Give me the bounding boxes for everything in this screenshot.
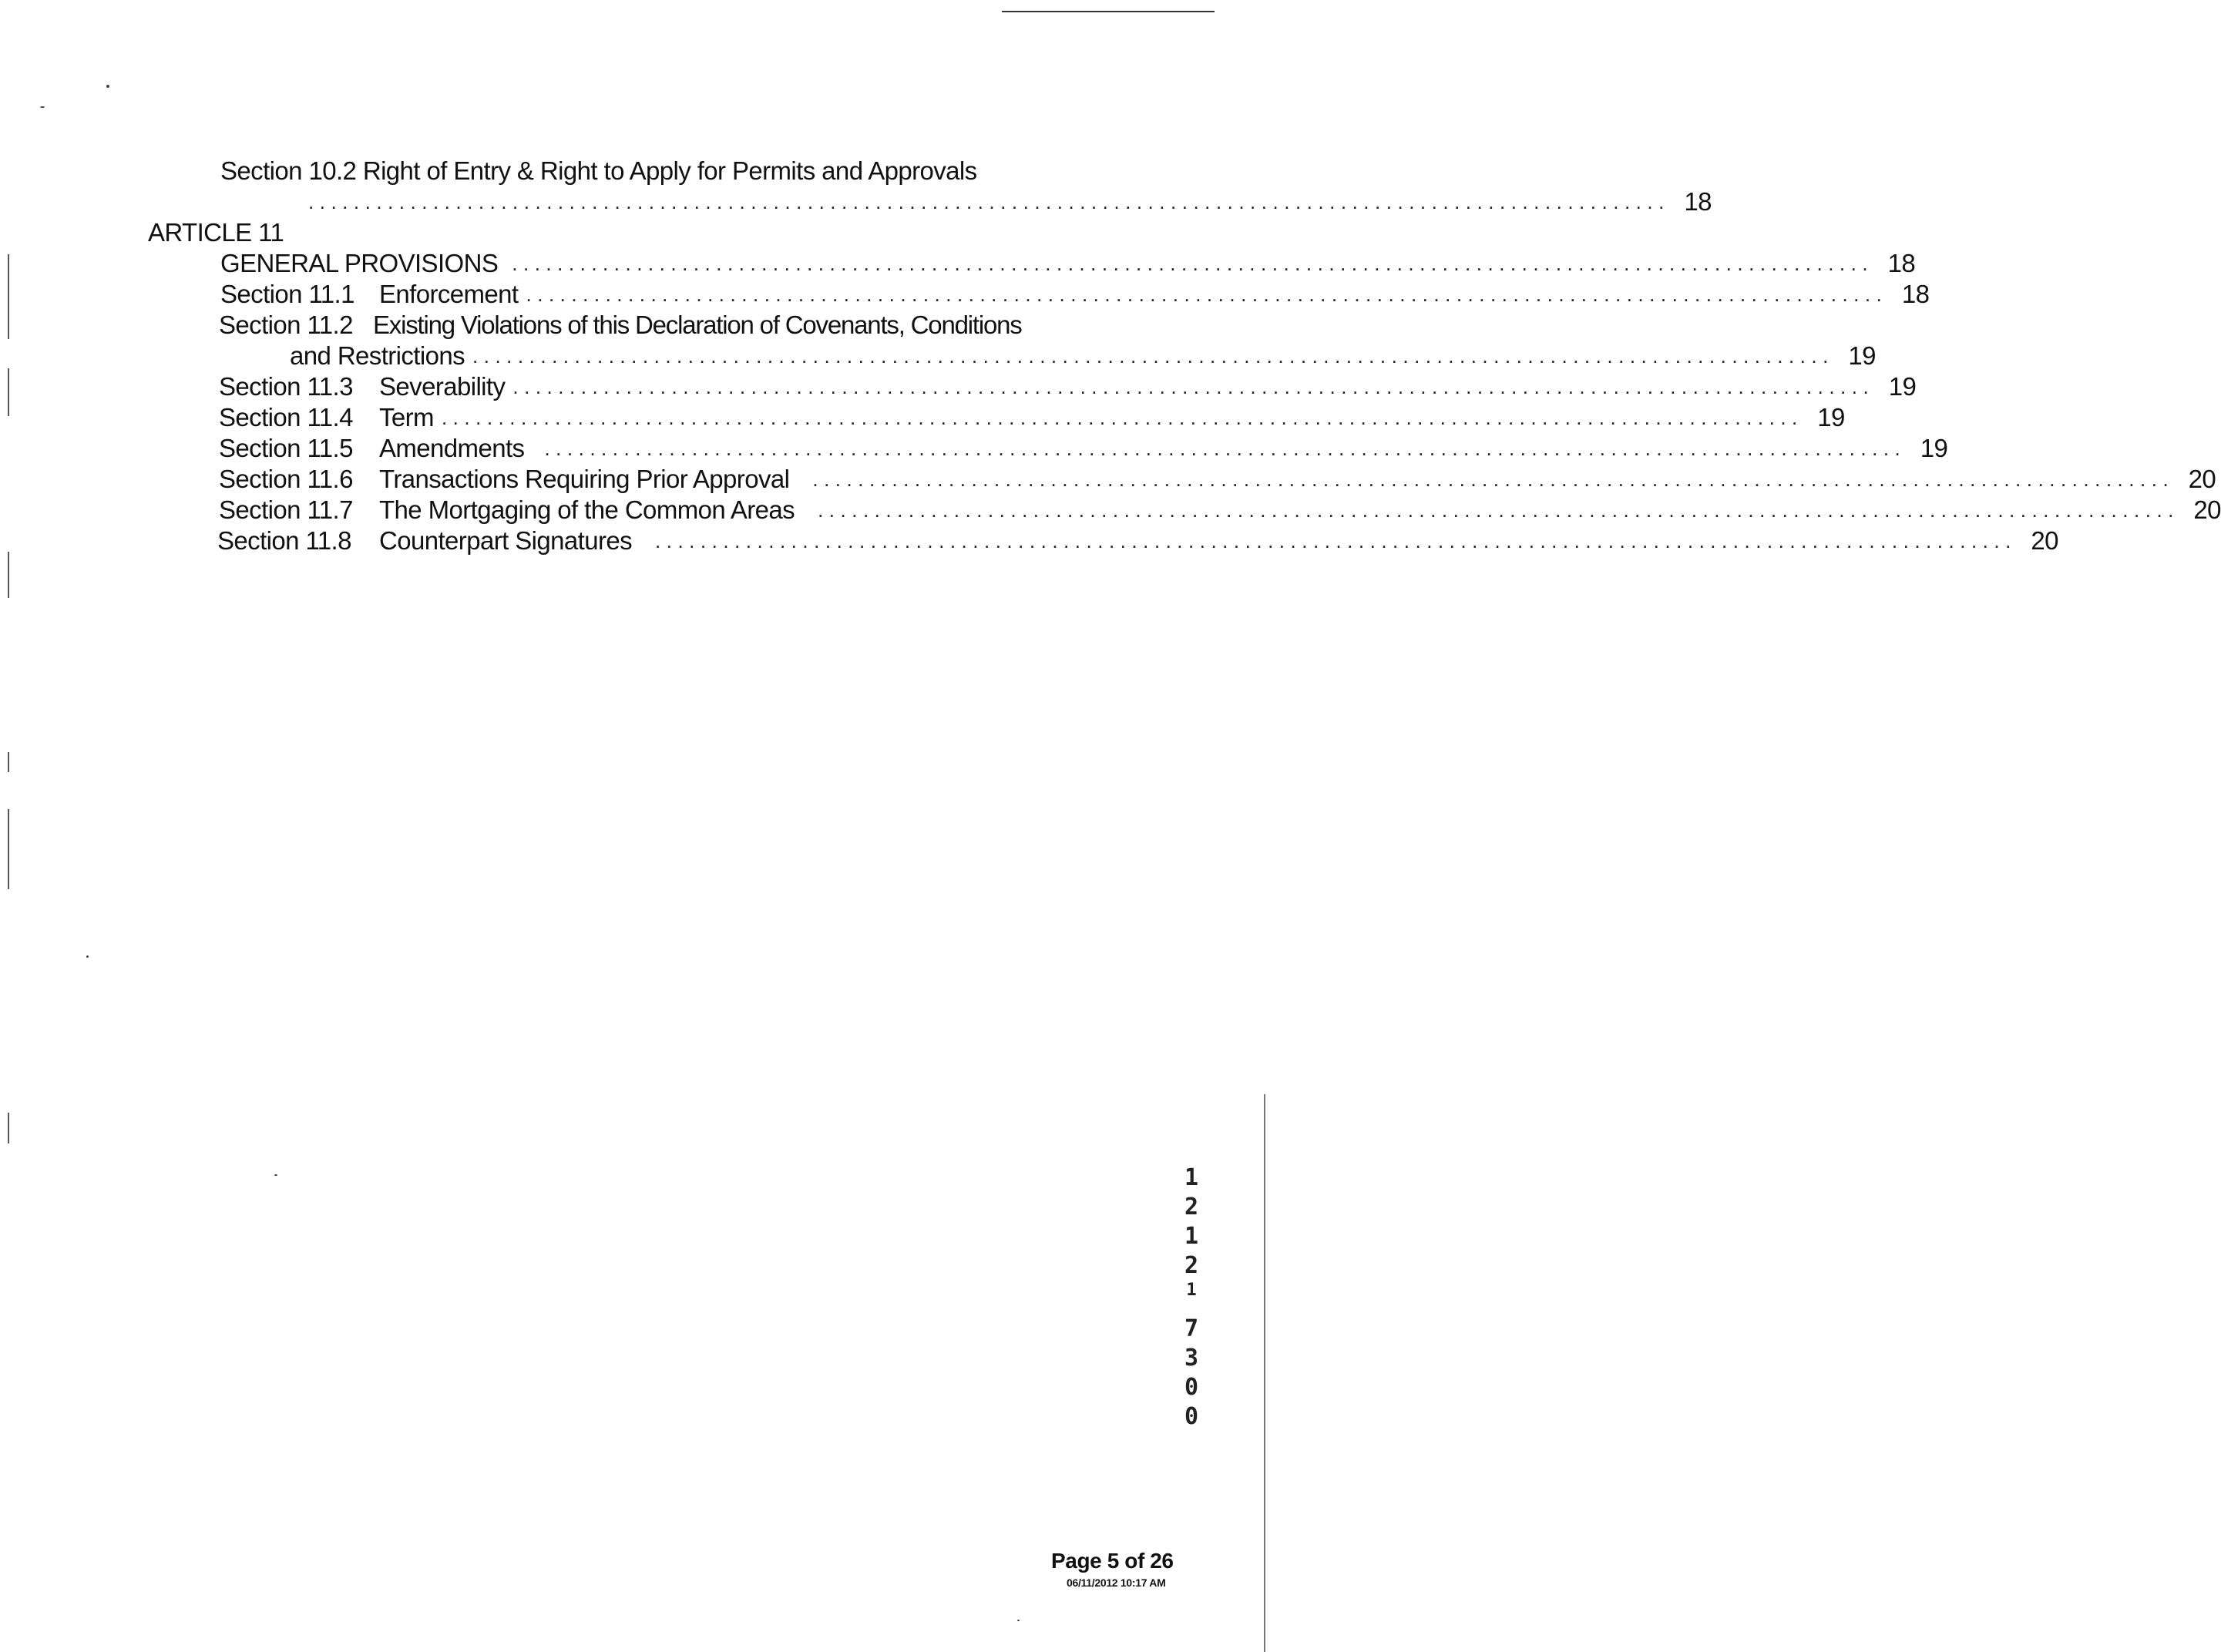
scan-left-mark <box>8 552 9 598</box>
toc-section-number: Section 11.1 <box>220 280 354 308</box>
recording-digit: 1 <box>1184 1164 1199 1191</box>
toc-page-number: 18 <box>1887 249 1916 277</box>
scan-speck <box>274 1174 277 1176</box>
toc-entry-11-5 <box>219 433 1948 464</box>
recording-number-top <box>1181 1163 1202 1301</box>
toc-section-title: Term <box>379 403 434 431</box>
dot-leader: ........................................................................................................................ <box>526 283 1888 306</box>
toc-entry-11-6 <box>219 464 2216 495</box>
recording-digit: 0 <box>1184 1374 1199 1401</box>
toc-page-number: 20 <box>2188 465 2216 493</box>
dot-leader: ........................................................................................................................ <box>655 529 2017 552</box>
print-timestamp: 06/11/2012 10:17 AM <box>1067 1576 1166 1589</box>
toc-page-number: 19 <box>1920 434 1948 462</box>
scan-speck <box>1017 1620 1020 1621</box>
scan-left-mark <box>8 752 9 772</box>
toc-heading-text: GENERAL PROVISIONS <box>220 249 499 277</box>
recording-digit: 0 <box>1184 1403 1199 1430</box>
recording-digit: 1 <box>1186 1281 1197 1300</box>
dot-leader: ........................................................................................................................ <box>472 344 1834 368</box>
toc-section-number: Section 11.6 <box>219 465 353 493</box>
dot-leader: ........................................................................................................................ <box>512 375 1875 398</box>
toc-entry-11-2 <box>219 310 1090 341</box>
toc-section-title: Enforcement <box>379 280 519 308</box>
toc-section-number: Section 11.4 <box>219 403 353 431</box>
toc-section-title: Severability <box>379 372 506 401</box>
page-number-label: Page 5 of 26 <box>1051 1549 1174 1573</box>
toc-page-number: 19 <box>1888 372 1917 401</box>
scan-left-mark <box>8 809 9 889</box>
toc-section-number: Section 11.3 <box>219 372 353 401</box>
toc-page-number: 19 <box>1848 341 1876 370</box>
toc-section-number: Section 11.2 <box>219 311 353 339</box>
toc-entry-11-3 <box>219 371 1917 402</box>
toc-article-heading <box>220 248 1916 279</box>
scan-speck <box>106 85 109 88</box>
toc-section-10-2-title: Section 10.2 Right of Entry & Right to Apply for Permits and Approvals <box>220 156 977 185</box>
toc-page-number: 20 <box>2193 495 2221 524</box>
toc-page-number: 19 <box>1817 403 1845 431</box>
toc-article-label: ARTICLE 11 <box>148 218 284 247</box>
scan-left-mark <box>8 254 9 339</box>
toc-section-title: Existing Violations of this Declaration of Covenants, Conditions <box>373 311 1022 339</box>
toc-section-10-2-leader <box>308 186 1712 217</box>
toc-section-title: The Mortgaging of the Common Areas <box>379 495 795 524</box>
recording-digit: 2 <box>1184 1252 1199 1279</box>
scan-right-edge <box>1264 1094 1265 1652</box>
recording-digit: 7 <box>1184 1315 1199 1342</box>
toc-entry-11-7 <box>219 495 2221 525</box>
toc-page-number: 20 <box>2031 526 2058 555</box>
dot-leader: ........................................................................................................................ <box>441 406 1803 429</box>
recording-number-bottom <box>1181 1315 1202 1432</box>
recording-digit: 1 <box>1184 1223 1199 1250</box>
scan-top-rule <box>1002 11 1215 12</box>
toc-section-title-continuation: and Restrictions <box>290 341 465 370</box>
recording-digit: 2 <box>1184 1194 1199 1221</box>
dot-leader: ........................................................................................................................ <box>812 468 2175 491</box>
toc-section-title: Transactions Requiring Prior Approval <box>379 465 790 493</box>
dot-leader: ........................................................................................................................ <box>512 252 1874 275</box>
dot-leader: ........................................................................................................................ <box>818 499 2179 522</box>
toc-entry-11-1 <box>220 279 1930 310</box>
toc-entry-11-2-continuation <box>290 341 1876 371</box>
dot-leader: ........................................................................................................................ <box>308 190 1670 213</box>
toc-section-title: Amendments <box>379 434 525 462</box>
toc-entry-11-4 <box>219 402 1845 433</box>
toc-section-number: Section 11.7 <box>219 495 353 524</box>
toc-page-number: 18 <box>1684 187 1712 216</box>
scan-left-mark <box>8 1113 9 1143</box>
recording-digit: 3 <box>1184 1345 1199 1372</box>
toc-entry-11-8 <box>217 525 2058 556</box>
toc-page-number: 18 <box>1901 280 1930 308</box>
dot-leader: ........................................................................................................................ <box>544 437 1907 460</box>
toc-section-number: Section 11.8 <box>217 526 351 555</box>
scan-left-mark <box>8 368 9 416</box>
toc-section-number: Section 11.5 <box>219 434 353 462</box>
scan-speck <box>40 106 45 108</box>
toc-section-title: Counterpart Signatures <box>379 526 632 555</box>
scan-speck <box>86 955 89 958</box>
